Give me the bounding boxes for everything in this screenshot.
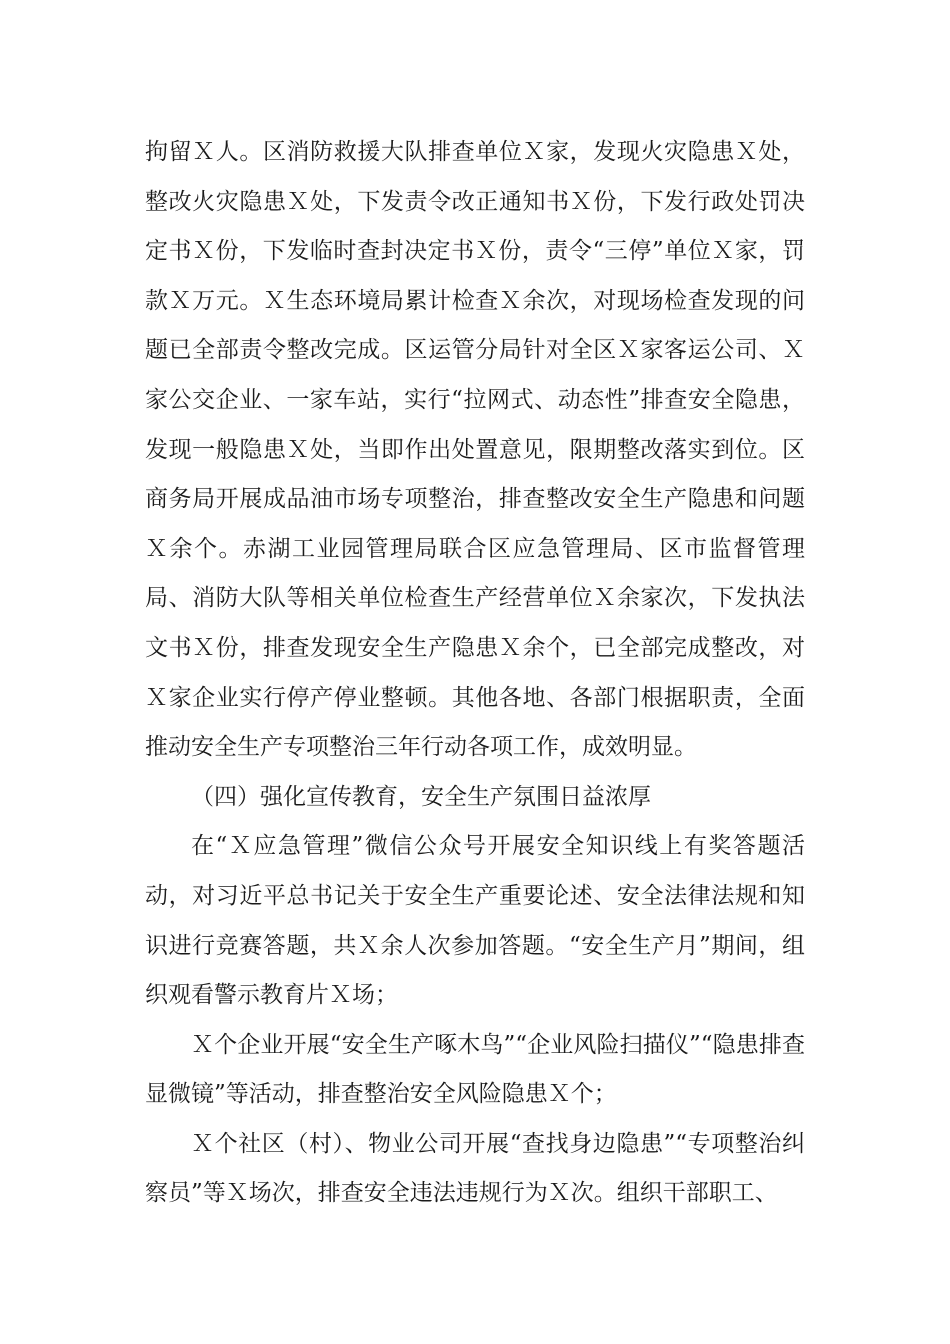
paragraph: Ｘ个企业开展“安全生产啄木鸟”“企业风险扫描仪”“隐患排查显微镜”等活动，排查整治安全风险隐患Ｘ个； [145, 1031, 805, 1108]
paragraph: 在“Ｘ应急管理”微信公众号开展安全知识线上有奖答题活动，对习近平总书记关于安全生产重要论述、安全法律法规和知识进行竞赛答题，共Ｘ余人次参加答题。“安全生产月”期间，组织观看警示教育片Ｘ场； [145, 833, 805, 1009]
paragraph: Ｘ个社区（村）、物业公司开展“查找身边隐患”“专项整治纠察员”等Ｘ场次，排查安全违法违规行为Ｘ次。组织干部职工、 [145, 1130, 805, 1207]
section-heading: （四）强化宣传教育，安全生产氛围日益浓厚 [191, 783, 651, 810]
paragraph-continuation: 拘留Ｘ人。区消防救援大队排查单位Ｘ家，发现火灾隐患Ｘ处，整改火灾隐患Ｘ处，下发责令改正通知书Ｘ份，下发行政处罚决定书Ｘ份，下发临时查封决定书Ｘ份，责令“三停”单位Ｘ家，罚款Ｘ万元。Ｘ生态环境局累计检查Ｘ余次，对现场检查发现的问题已全部责令整改完成。区运管分局针对全区Ｘ家客运公司、Ｘ家公交企业、一家车站，实行“拉网式、动态性”排查安全隐患，发现一般隐患Ｘ处，当即作出处置意见，限期整改落实到位。区商务局开展成品油市场专项整治，排查整改安全生产隐患和问题Ｘ余个。赤湖工业园管理局联合区应急管理局、区市监督管理局、消防大队等相关单位检查生产经营单位Ｘ余家次，下发执法文书Ｘ份，排查发现安全生产隐患Ｘ余个，已全部完成整改，对Ｘ家企业实行停产停业整顿。其他各地、各部门根据职责，全面推动安全生产专项整治三年行动各项工作，成效明显。 [145, 139, 805, 761]
document-body [145, 128, 805, 1219]
